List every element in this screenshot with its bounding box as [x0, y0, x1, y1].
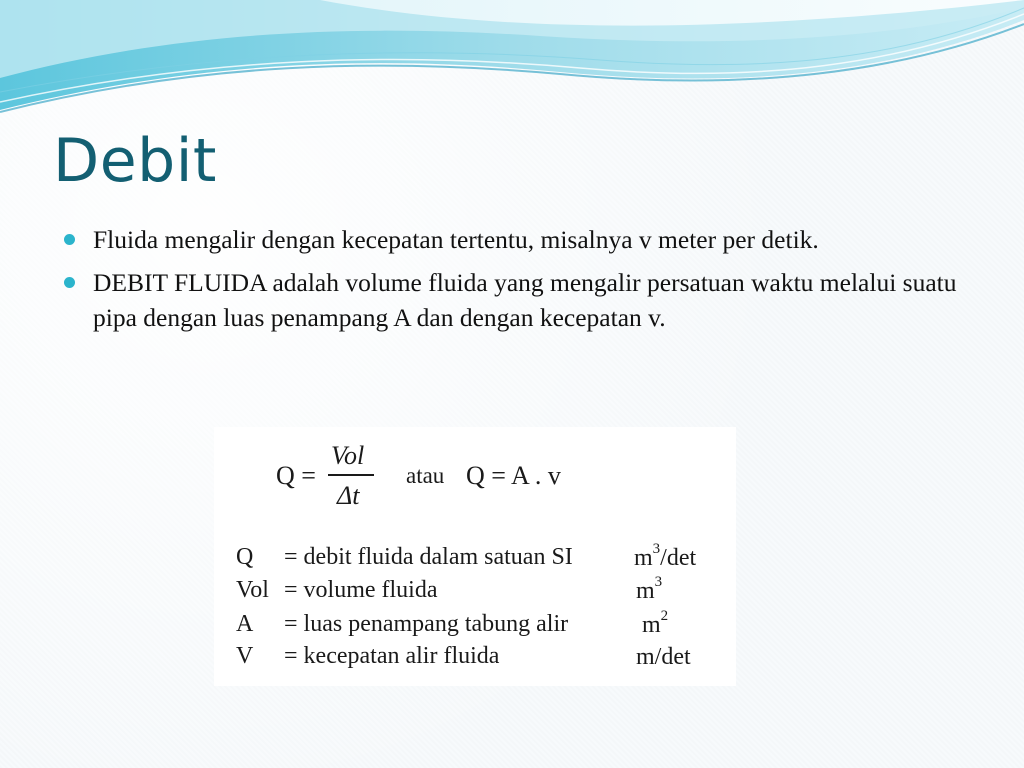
- formula-lhs: Q =: [276, 461, 316, 490]
- legend-desc: = debit fluida dalam satuan SI: [284, 544, 573, 570]
- legend-unit: $m^2$: [642, 608, 669, 638]
- bullet-item: [64, 222, 964, 257]
- legend-symbol: Vol: [236, 577, 269, 603]
- slide-title: Debit: [53, 126, 217, 196]
- bullet-list: [64, 222, 964, 343]
- legend-symbol: V: [236, 643, 254, 669]
- formula-numerator: Vol: [331, 441, 365, 470]
- legend-symbol: A: [236, 611, 254, 637]
- fraction-bar: [328, 474, 374, 476]
- legend-desc: = kecepatan alir fluida: [284, 643, 500, 669]
- bullet-text: Fluida mengalir dengan kecepatan tertentu, misalnya v meter per detik.: [93, 225, 819, 254]
- bullet-text: DEBIT FLUIDA adalah volume fluida yang mengalir persatuan waktu melalui suatu pipa dengan luas penampang A dan dengan kecepatan v.: [93, 268, 957, 332]
- legend-desc: = luas penampang tabung alir: [284, 611, 569, 637]
- bullet-item: [64, 265, 964, 335]
- legend-symbol: Q: [236, 544, 254, 570]
- legend-unit: $m^3/\det$: [634, 541, 697, 571]
- formula-alt: Q = A . v: [466, 461, 561, 490]
- header-wave-decoration: [0, 0, 1024, 140]
- bullet-dot-icon: [64, 234, 75, 245]
- bullet-dot-icon: [64, 277, 75, 288]
- legend-desc: = volume fluida: [284, 577, 438, 603]
- legend-unit: $m^3$: [636, 574, 663, 604]
- formula-image: [214, 427, 736, 686]
- legend-unit: m/det: [636, 644, 691, 670]
- formula-denominator: Δt: [337, 481, 360, 510]
- formula-connector: atau: [406, 463, 445, 488]
